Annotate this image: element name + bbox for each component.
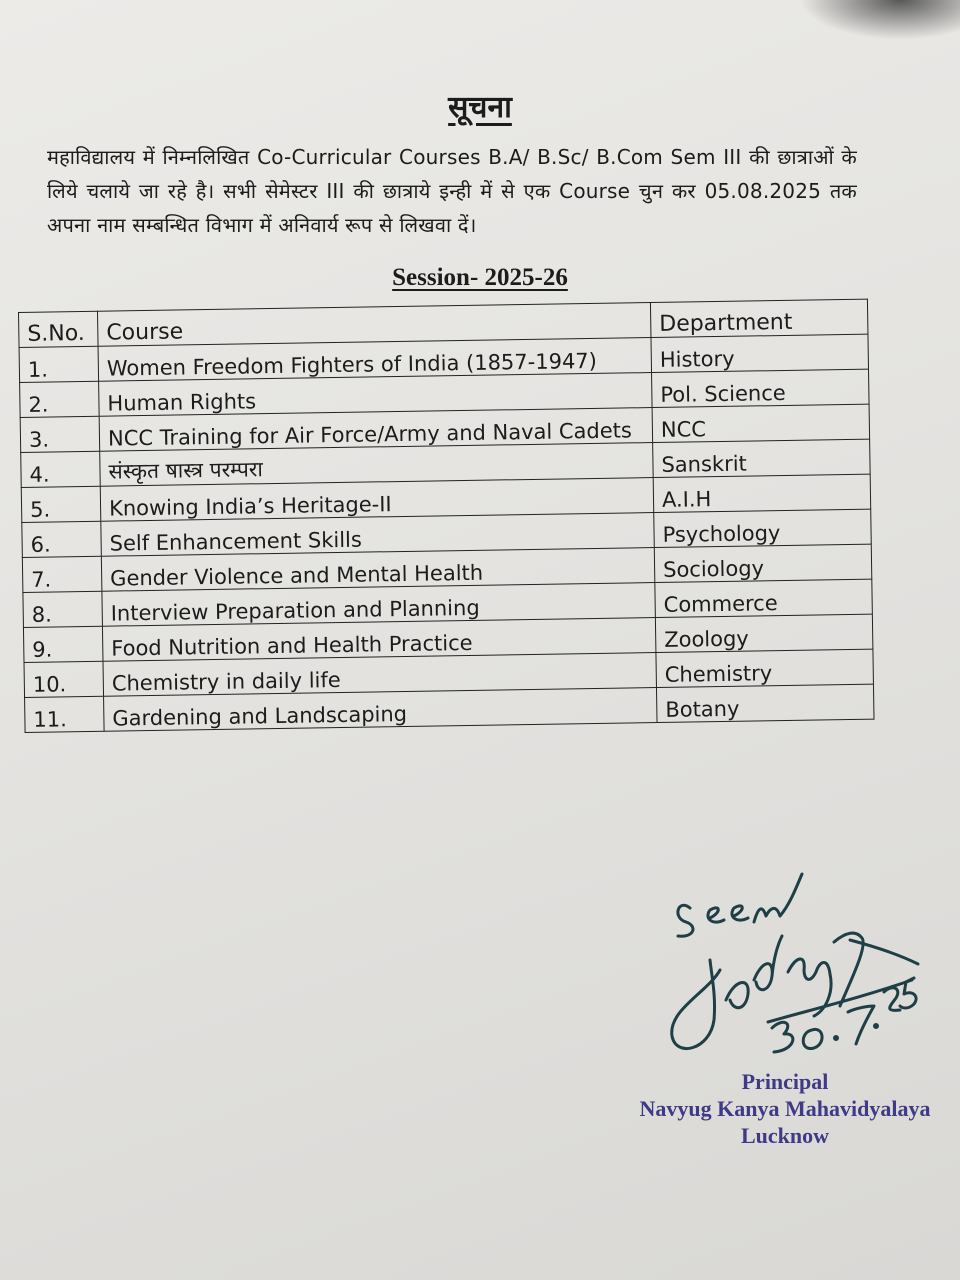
row-course: Gardening and Landscaping: [104, 688, 657, 732]
session-heading: Session- 2025-26: [392, 264, 568, 291]
row-sno: 7.: [22, 556, 102, 592]
photo-corner-shadow: [800, 0, 960, 40]
row-course: संस्कृत षास्त्र परम्परा: [100, 443, 653, 487]
row-course: Food Nutrition and Health Practice: [102, 618, 655, 662]
row-sno: 5.: [21, 486, 101, 522]
row-course: Gender Violence and Mental Health: [101, 548, 654, 592]
row-department: Pol. Science: [652, 369, 870, 407]
row-course: Self Enhancement Skills: [101, 513, 654, 557]
stamp-line-principal: Principal: [741, 1069, 829, 1094]
row-course: Human Rights: [99, 373, 652, 417]
row-department: Psychology: [654, 509, 872, 547]
row-department: Botany: [656, 684, 874, 722]
row-department: NCC: [652, 404, 870, 442]
row-department: History: [651, 334, 869, 372]
principal-stamp: [630, 1068, 940, 1149]
row-sno: 8.: [23, 591, 103, 627]
notice-paragraph: महाविद्यालय में निम्नलिखित Co-Curricular Courses B.A/ B.Sc/ B.Com Sem III की छात्राओं के लिये चलाये जा रहे है। सभी सेमेस्टर III की छात्राये इन्ही में से एक Course चुन कर 05.08.2025 तक अपना नाम सम्बन्धित विभाग में अनिवार्य रूप से लिखवा दें।: [47, 145, 857, 237]
stamp-line-city: Lucknow: [740, 1123, 830, 1148]
row-sno: 2.: [20, 381, 100, 417]
row-department: Chemistry: [656, 649, 874, 687]
stamp-line-college: Navyug Kanya Mahavidyalaya: [639, 1096, 931, 1121]
row-sno: 10.: [24, 661, 104, 697]
row-course: NCC Training for Air Force/Army and Naval Cadets: [99, 408, 652, 452]
row-department: Zoology: [655, 614, 873, 652]
row-department: Commerce: [655, 579, 873, 617]
row-course: Knowing India’s Heritage-II: [100, 478, 653, 522]
header-sno: S.No.: [19, 311, 99, 347]
header-department: Department: [650, 299, 868, 337]
row-sno: 4.: [21, 451, 101, 487]
row-course: Chemistry in daily life: [103, 653, 656, 697]
row-sno: 11.: [25, 696, 105, 732]
row-department: A.I.H: [653, 474, 871, 512]
row-sno: 9.: [23, 626, 103, 662]
row-course: Women Freedom Fighters of India (1857-1947): [98, 338, 651, 382]
row-department: Sociology: [654, 544, 872, 582]
row-sno: 1.: [19, 346, 99, 382]
row-sno: 6.: [22, 521, 102, 557]
row-sno: 3.: [20, 416, 100, 452]
notice-title: सूचना: [448, 90, 512, 125]
row-department: Sanskrit: [653, 439, 871, 477]
header-course: Course: [97, 303, 650, 347]
row-course: Interview Preparation and Planning: [102, 583, 655, 627]
courses-table: [18, 299, 875, 733]
signature-date-handwriting: [760, 960, 930, 1060]
